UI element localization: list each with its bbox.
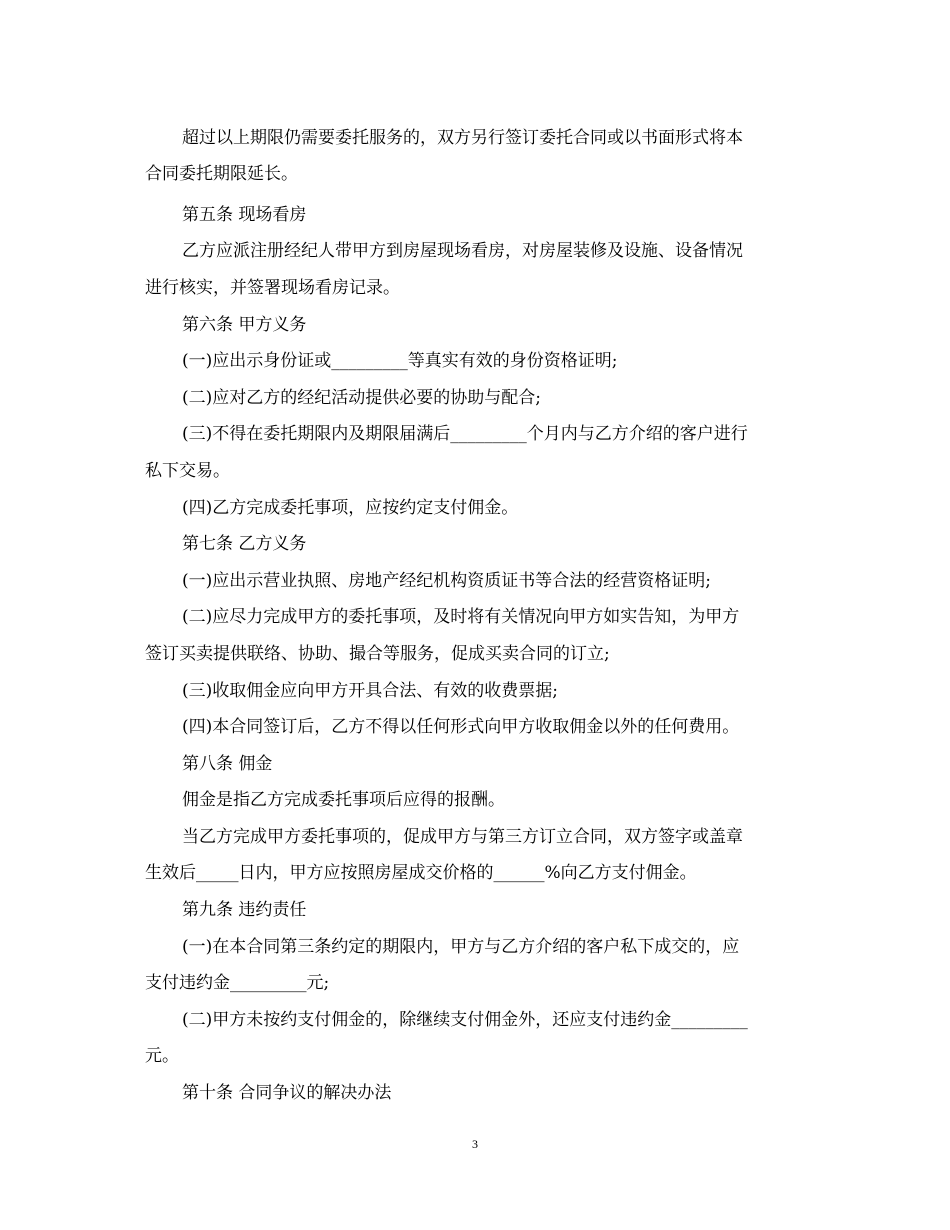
section-heading: 第九条 违约责任 bbox=[182, 900, 307, 920]
paragraph-line: 超过以上期限仍需要委托服务的，双方另行签订委托合同或以书面形式将本 bbox=[182, 128, 743, 148]
clause-line: (一)应出示身份证或_________等真实有效的身份资格证明; bbox=[182, 351, 618, 371]
section-heading: 第六条 甲方义务 bbox=[182, 315, 307, 335]
section-heading: 第五条 现场看房 bbox=[182, 205, 307, 225]
clause-line: (二)应对乙方的经纪活动提供必要的协助与配合; bbox=[182, 388, 541, 408]
clause-line: (三)收取佣金应向甲方开具合法、有效的收费票据; bbox=[182, 681, 558, 701]
clause-line: 私下交易。 bbox=[145, 461, 230, 481]
section-heading: 第八条 佣金 bbox=[182, 754, 273, 774]
paragraph-line: 乙方应派注册经纪人带甲方到房屋现场看房，对房屋装修及设施、设备情况 bbox=[182, 241, 743, 261]
section-heading: 第十条 合同争议的解决办法 bbox=[182, 1083, 392, 1103]
clause-line: (三)不得在委托期限内及期限届满后_________个月内与乙方介绍的客户进行 bbox=[182, 424, 748, 444]
section-heading: 第七条 乙方义务 bbox=[182, 534, 307, 554]
page-number: 3 bbox=[472, 1137, 478, 1151]
clause-line: 签订买卖提供联络、协助、撮合等服务，促成买卖合同的订立; bbox=[145, 644, 610, 664]
clause-line: (四)本合同签订后，乙方不得以任何形式向甲方收取佣金以外的任何费用。 bbox=[182, 717, 740, 737]
paragraph-line: 合同委托期限延长。 bbox=[145, 164, 298, 184]
paragraph-line: 佣金是指乙方完成委托事项后应得的报酬。 bbox=[182, 790, 505, 810]
clause-line: (二)应尽力完成甲方的委托事项，及时将有关情况向甲方如实告知，为甲方 bbox=[182, 607, 740, 627]
clause-line: (一)在本合同第三条约定的期限内，甲方与乙方介绍的客户私下成交的，应 bbox=[182, 937, 740, 957]
clause-line: 元。 bbox=[145, 1046, 179, 1066]
paragraph-line: 进行核实，并签署现场看房记录。 bbox=[145, 278, 400, 298]
paragraph-line: 生效后_____日内，甲方应按照房屋成交价格的______%向乙方支付佣金。 bbox=[145, 863, 697, 883]
clause-line: (二)甲方未按约支付佣金的，除继续支付佣金外，还应支付违约金_________ bbox=[182, 1010, 748, 1030]
clause-line: 支付违约金_________元; bbox=[145, 973, 330, 993]
clause-line: (四)乙方完成委托事项，应按约定支付佣金。 bbox=[182, 498, 519, 518]
paragraph-line: 当乙方完成甲方委托事项的，促成甲方与第三方订立合同，双方签字或盖章 bbox=[182, 827, 743, 847]
clause-line: (一)应出示营业执照、房地产经纪机构资质证书等合法的经营资格证明; bbox=[182, 571, 711, 591]
